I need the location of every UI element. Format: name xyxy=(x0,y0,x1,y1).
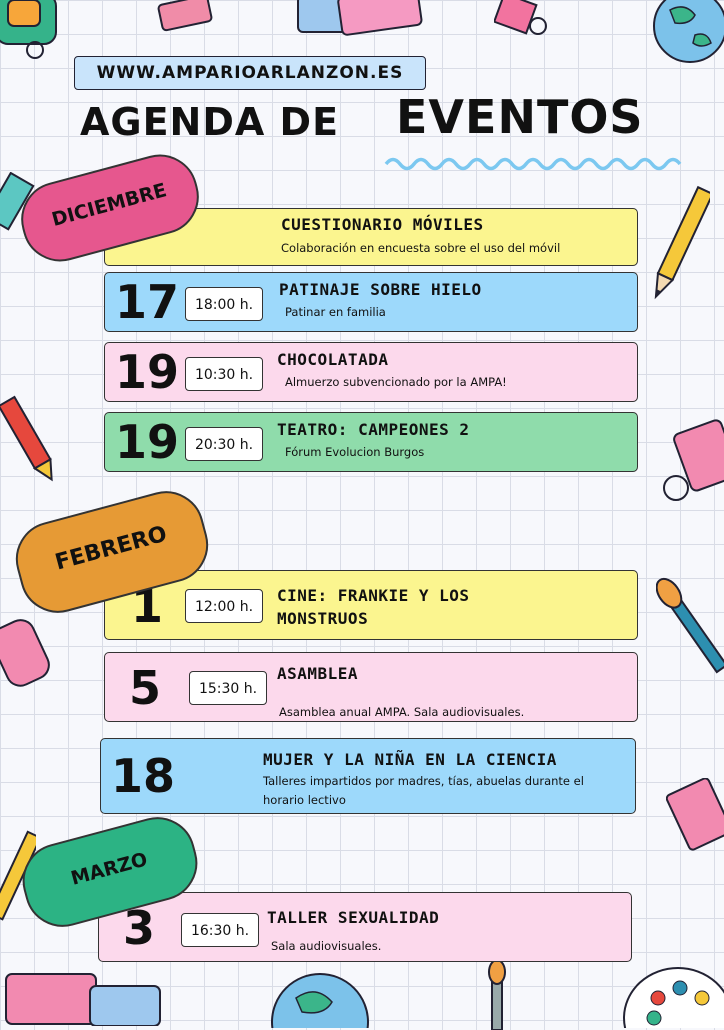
event-description-line2: horario lectivo xyxy=(263,793,346,807)
event-description: Fórum Evolucion Burgos xyxy=(285,445,425,459)
event-title: PATINAJE SOBRE HIELO xyxy=(279,280,482,299)
wave-underline xyxy=(384,152,684,176)
month-label: DICIEMBRE xyxy=(49,179,169,231)
event-time: 12:00 h. xyxy=(185,589,263,623)
event-description: Asamblea anual AMPA. Sala audiovisuales. xyxy=(279,705,525,719)
globe-illustration xyxy=(266,968,376,1028)
event-time: 16:30 h. xyxy=(181,913,259,947)
event-card-mujer[interactable] xyxy=(100,738,636,814)
event-description: Talleres impartidos por madres, tías, abuelas durante el xyxy=(263,774,584,788)
event-day: 19 xyxy=(115,415,180,469)
event-title-line2: MONSTRUOS xyxy=(277,609,369,628)
event-card-taller[interactable] xyxy=(98,892,632,962)
crayon-illustration xyxy=(0,390,60,490)
paintbrush-illustration xyxy=(656,568,724,678)
event-time: 10:30 h. xyxy=(185,357,263,391)
pencil-illustration xyxy=(650,180,710,310)
title-eventos: EVENTOS xyxy=(396,90,644,144)
binder-clip-illustration xyxy=(660,418,724,508)
event-day: 17 xyxy=(115,275,180,329)
event-time: 20:30 h. xyxy=(185,427,263,461)
event-card-cine[interactable] xyxy=(104,570,638,640)
website-url[interactable]: WWW.AMPARIOARLANZON.ES xyxy=(74,56,426,90)
globe-illustration xyxy=(640,0,724,70)
event-title: CINE: FRANKIE Y LOS xyxy=(277,586,470,605)
tape-illustration xyxy=(155,0,215,35)
month-label: FEBRERO xyxy=(52,521,170,576)
event-title: TEATRO: CAMPEONES 2 xyxy=(277,420,470,439)
event-day: 19 xyxy=(115,345,180,399)
event-description: Almuerzo subvencionado por la AMPA! xyxy=(285,375,507,389)
paintbrush-illustration xyxy=(478,960,518,1030)
event-card-chocolatada[interactable] xyxy=(104,342,638,402)
books-illustration xyxy=(290,0,430,42)
title-agenda: AGENDA DE xyxy=(80,100,340,144)
event-time: 18:00 h. xyxy=(185,287,263,321)
event-day: 5 xyxy=(129,661,162,715)
event-time: 15:30 h. xyxy=(189,671,267,705)
tape-roll-illustration xyxy=(0,612,54,702)
event-card-teatro[interactable] xyxy=(104,412,638,472)
event-description: Sala audiovisuales. xyxy=(271,939,382,953)
books-illustration xyxy=(0,966,170,1026)
event-day: 18 xyxy=(111,749,176,803)
event-title: TALLER SEXUALIDAD xyxy=(267,908,440,927)
event-day: 3 xyxy=(123,901,156,955)
eraser-illustration xyxy=(666,778,724,858)
binder-clip-illustration xyxy=(494,0,554,44)
event-title: CHOCOLATADA xyxy=(277,350,389,369)
event-card-asamblea[interactable] xyxy=(104,652,638,722)
event-description: Patinar en familia xyxy=(285,305,386,319)
event-day: 1 xyxy=(131,579,164,633)
month-label: MARZO xyxy=(68,848,150,890)
event-description: Colaboración en encuesta sobre el uso del móvil xyxy=(281,241,561,255)
event-card-patinaje[interactable] xyxy=(104,272,638,332)
palette-illustration xyxy=(618,958,724,1028)
event-title: ASAMBLEA xyxy=(277,664,359,683)
backpack-illustration xyxy=(0,0,70,60)
event-title: MUJER Y LA NIÑA EN LA CIENCIA xyxy=(263,750,557,769)
event-title: CUESTIONARIO MÓVILES xyxy=(281,215,484,234)
